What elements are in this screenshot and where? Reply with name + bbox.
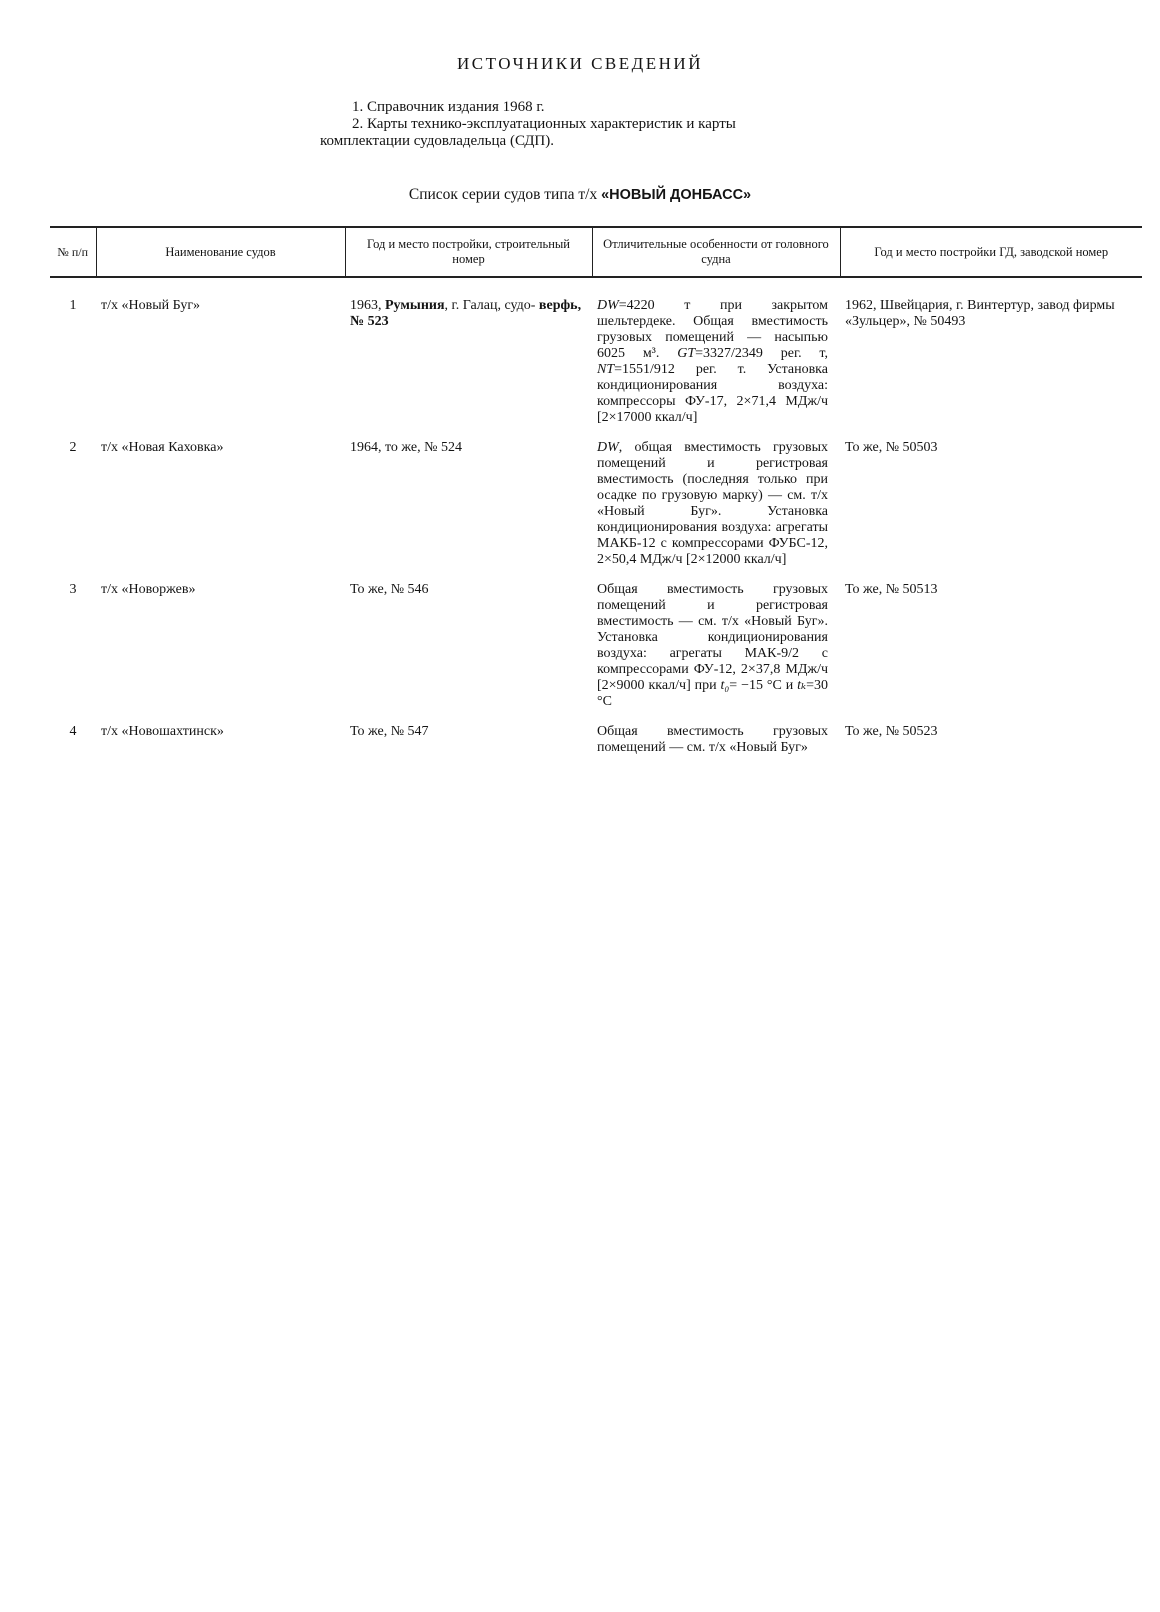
features-part: = −15 °С и bbox=[729, 678, 798, 693]
header-name: Наименование судов bbox=[96, 227, 345, 277]
header-num: № п/п bbox=[50, 227, 96, 277]
table-row bbox=[50, 277, 1142, 426]
built-yard: верфь, № 523 bbox=[350, 298, 582, 329]
vessel-series-table bbox=[50, 226, 1142, 756]
built-info: 1964, то же, № 524 bbox=[350, 440, 462, 455]
features-part: =1551/912 рег. т. Установка кондиционирования воздуха: компрессоры ФУ-17, 2×71,4 МДж/ч [2×17000 ккал/ч] bbox=[597, 362, 828, 425]
engine-info: То же, № 50513 bbox=[845, 582, 938, 597]
features-part: t₀ bbox=[720, 678, 730, 693]
built-country: Румыния bbox=[385, 298, 445, 313]
source-item: 2. Карты технико-эксплуатационных характеристик и карты bbox=[352, 116, 736, 132]
features-part: Общая вместимость грузовых помещений — см. т/х «Новый Буг» bbox=[597, 724, 828, 755]
built-info: То же, № 546 bbox=[350, 582, 429, 597]
row-num: 2 bbox=[69, 440, 77, 455]
header-built: Год и место постройки, строительный номер bbox=[345, 227, 592, 277]
features-part: DW bbox=[597, 298, 619, 313]
features-part: GT bbox=[677, 346, 696, 361]
features-part: =30 °С bbox=[597, 678, 828, 709]
row-num: 4 bbox=[69, 724, 77, 739]
built-place: , г. Галац, судо- bbox=[444, 298, 536, 313]
series-title-name: «НОВЫЙ ДОНБАСС» bbox=[601, 187, 752, 203]
built-info bbox=[345, 277, 592, 426]
row-num: 3 bbox=[69, 582, 77, 597]
table-row bbox=[50, 710, 1142, 756]
table-row bbox=[50, 426, 1142, 568]
vessel-name: т/х «Новоржев» bbox=[101, 582, 196, 597]
engine-info: То же, № 50523 bbox=[845, 724, 938, 739]
engine-info: 1962, Швейцария, г. Винтертур, завод фирмы «Зульцер», № 50493 bbox=[845, 298, 1115, 329]
sources-list bbox=[320, 99, 840, 150]
features-part: tₖ bbox=[797, 678, 807, 693]
features bbox=[592, 426, 840, 568]
series-title-prefix: Список серии судов типа т/х bbox=[408, 186, 602, 203]
features-part: DW bbox=[597, 440, 619, 455]
vessel-name: т/х «Новошахтинск» bbox=[101, 724, 224, 739]
features-part: Общая вместимость грузовых помещений и регистровая вместимость — см. т/х «Новый Буг». Установка кондиционирования воздуха: агрегаты МАК-9/2 с компрессорами ФУ-12, 2×37,8 МДж/ч [2×9000 ккал/ч] при bbox=[597, 582, 828, 693]
features-part: , общая вместимость грузовых помещений и регистровая вместимость (последняя только при осадке по грузовую марку) — см. т/х «Новый Буг». Установка кондиционирования воздуха: агрегаты МАКБ-12 с компрессорами ФУБС-12, 2×50,4 МДж/ч [2×12000 ккал/ч] bbox=[597, 440, 828, 567]
built-info: То же, № 547 bbox=[350, 724, 429, 739]
built-year: 1963, bbox=[350, 298, 385, 313]
row-num: 1 bbox=[69, 298, 77, 313]
source-item-continuation: комплектации судовладельца (СДП). bbox=[320, 133, 555, 149]
features-part: =4220 т при закрытом шельтердеке. Общая вместимость грузовых помещений — насыпью 6025 м³. bbox=[597, 298, 828, 361]
vessel-name: т/х «Новая Каховка» bbox=[101, 440, 224, 455]
source-item: 1. Справочник издания 1968 г. bbox=[352, 99, 545, 115]
features bbox=[592, 568, 840, 710]
header-features: Отличительные особенности от головного судна bbox=[592, 227, 840, 277]
table-header-row bbox=[50, 227, 1142, 277]
table-row bbox=[50, 568, 1142, 710]
features-part: =3327/2349 рег. т, bbox=[695, 346, 829, 361]
engine-info: То же, № 50503 bbox=[845, 440, 938, 455]
vessel-name: т/х «Новый Буг» bbox=[101, 298, 201, 313]
series-title bbox=[0, 186, 1160, 204]
features-part: NT bbox=[597, 362, 615, 377]
features bbox=[592, 710, 840, 756]
header-engine: Год и место постройки ГД, заводской номер bbox=[840, 227, 1142, 277]
features bbox=[592, 277, 840, 426]
page-heading: ИСТОЧНИКИ СВЕДЕНИЙ bbox=[457, 54, 703, 73]
